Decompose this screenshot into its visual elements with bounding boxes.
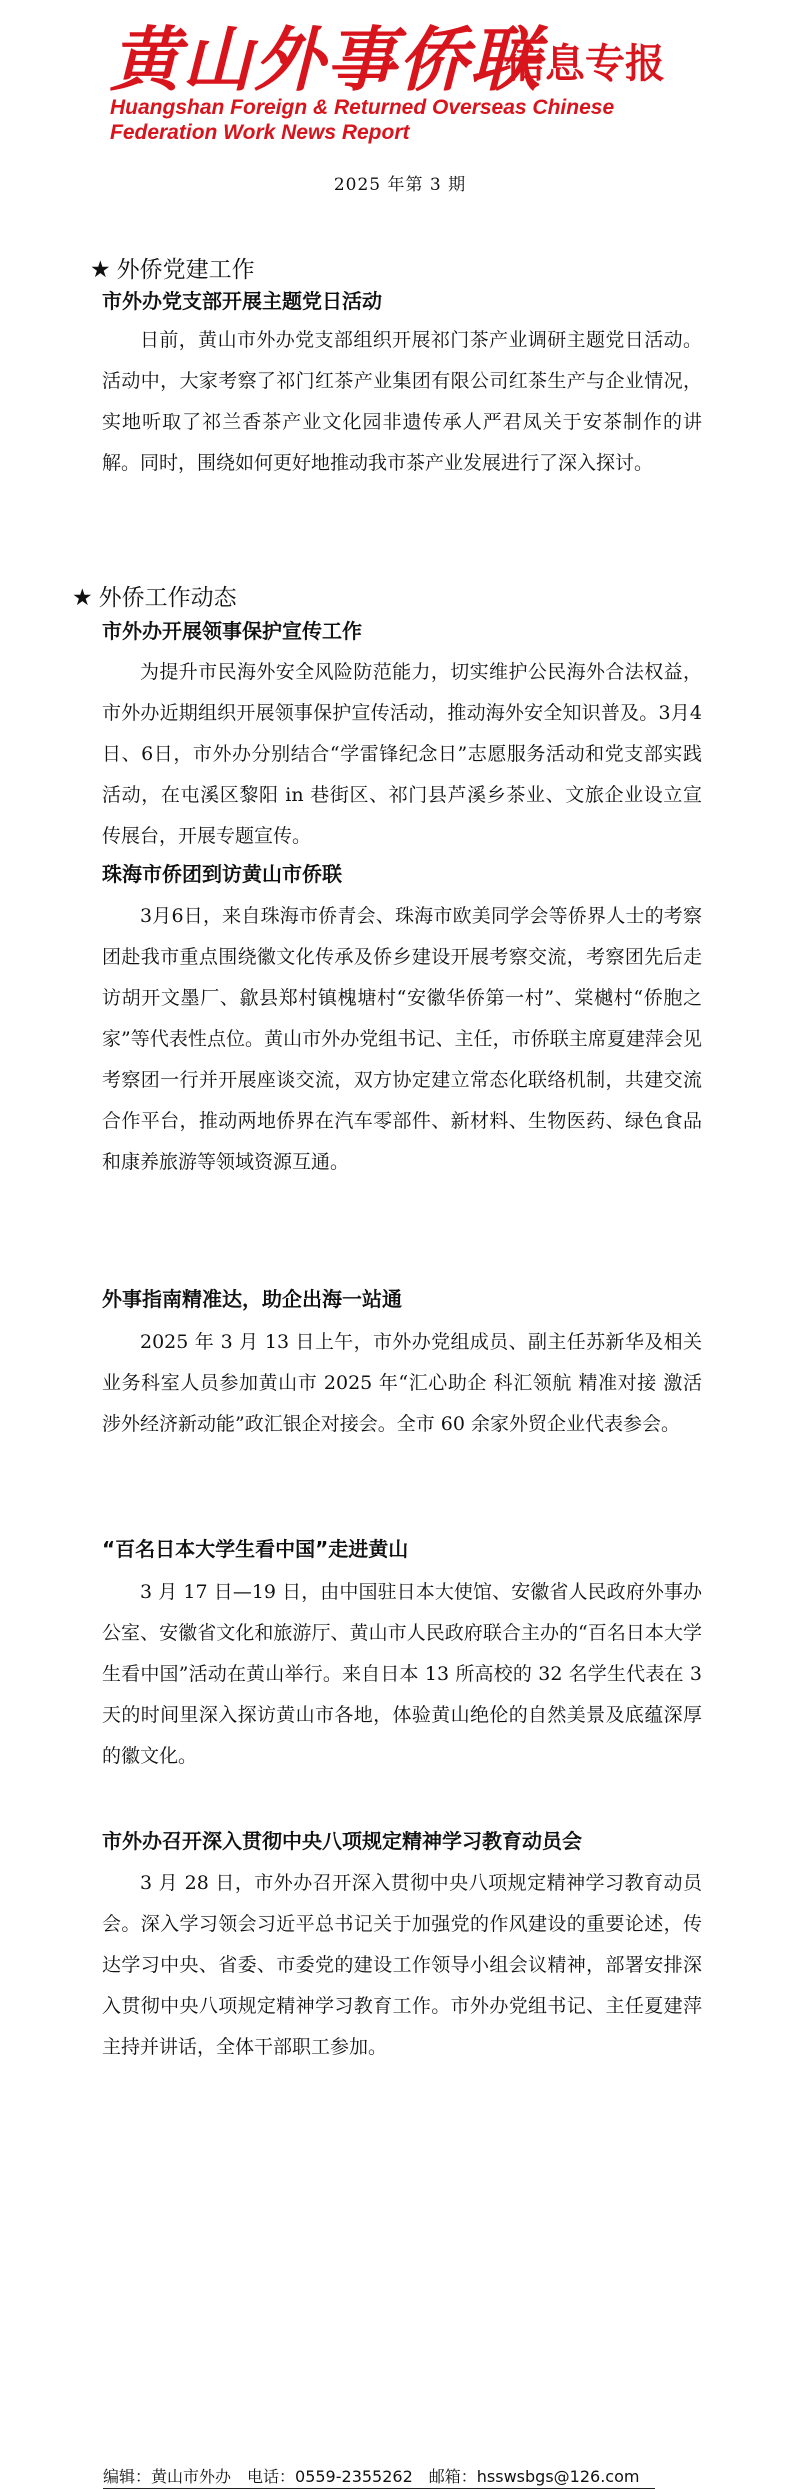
masthead-title-cn: 黄山外事侨联 [110, 18, 542, 101]
article-title: 珠海市侨团到访黄山市侨联 [102, 862, 342, 886]
issue-number: 2025 年第 3 期 [333, 175, 467, 195]
article-title: 外事指南精准达，助企出海一站通 [102, 1287, 402, 1311]
footer-contact [103, 2464, 655, 2489]
article-title: 市外办党支部开展主题党日活动 [102, 289, 382, 313]
section-heading-text: 外侨党建工作 [116, 257, 255, 283]
masthead-title-en-line2: Federation Work News Report [110, 121, 410, 144]
footer-phone: 电话：0559-2355262 [247, 2467, 413, 2486]
article-title: 市外办开展领事保护宣传工作 [102, 619, 362, 643]
article-title: “百名日本大学生看中国”走进黄山 [102, 1537, 409, 1561]
article-body: 3 月 28 日，市外办召开深入贯彻中央八项规定精神学习教育动员会。深入学习领会习近平总书记关于加强党的作风建设的重要论述，传达学习中央、省委、市委党的建设工作领导小组会议精神，部署安排深入贯彻中央八项规定精神学习教育工作。市外办党组书记、主任夏建萍主持并讲话，全体干部职工参加。 [102, 1872, 702, 2058]
article-body: 为提升市民海外安全风险防范能力，切实维护公民海外合法权益，市外办近期组织开展领事保护宣传活动，推动海外安全知识普及。3月4日、6日，市外办分别结合“学雷锋纪念日”志愿服务活动和党支部实践活动，在屯溪区黎阳 in 巷街区、祁门县芦溪乡茶业、文旅企业设立宣传展台，开展专题宣传。 [102, 661, 702, 847]
star-icon: ★ [90, 257, 111, 283]
star-icon: ★ [72, 585, 93, 611]
masthead-title-en-line1: Huangshan Foreign & Returned Overseas Chinese [110, 96, 615, 119]
article-body: 日前，黄山市外办党支部组织开展祁门茶产业调研主题党日活动。活动中，大家考察了祁门红茶产业集团有限公司红茶生产与企业情况，实地听取了祁兰香茶产业文化园非遗传承人严君凤关于安茶制作的讲解。同时，围绕如何更好地推动我市茶产业发展进行了深入探讨。 [102, 329, 702, 474]
section-heading-work-news [72, 583, 237, 613]
masthead-subtitle-cn: 信息专报 [505, 41, 665, 87]
section-heading-text: 外侨工作动态 [98, 585, 237, 611]
footer-editor: 编辑：黄山市外办 [103, 2467, 232, 2486]
article-body: 2025 年 3 月 13 日上午，市外办党组成员、副主任苏新华及相关业务科室人员参加黄山市 2025 年“汇心助企 科汇领航 精准对接 激活涉外经济新动能”政汇银企对接会。全市 60 余家外贸企业代表参会。 [102, 1331, 702, 1435]
section-heading-party-building [90, 255, 255, 285]
article-title: 市外办召开深入贯彻中央八项规定精神学习教育动员会 [102, 1829, 582, 1853]
article-body: 3 月 17 日—19 日，由中国驻日本大使馆、安徽省人民政府外事办公室、安徽省文化和旅游厅、黄山市人民政府联合主办的“百名日本大学生看中国”活动在黄山举行。来自日本 13 所高校的 32 名学生代表在 3 天的时间里深入探访黄山市各地，体验黄山绝伦的自然美景及底蕴深厚的徽文化。 [102, 1581, 702, 1767]
footer-email[interactable]: 邮箱：hsswsbgs@126.com [428, 2467, 640, 2486]
article-body: 3月6日，来自珠海市侨青会、珠海市欧美同学会等侨界人士的考察团赴我市重点围绕徽文化传承及侨乡建设开展考察交流，考察团先后走访胡开文墨厂、歙县郑村镇槐塘村“安徽华侨第一村”、棠樾村“侨胞之家”等代表性点位。黄山市外办党组书记、主任，市侨联主席夏建萍会见考察团一行并开展座谈交流，双方协定建立常态化联络机制，共建交流合作平台，推动两地侨界在汽车零部件、新材料、生物医药、绿色食品和康养旅游等领域资源互通。 [102, 905, 702, 1173]
